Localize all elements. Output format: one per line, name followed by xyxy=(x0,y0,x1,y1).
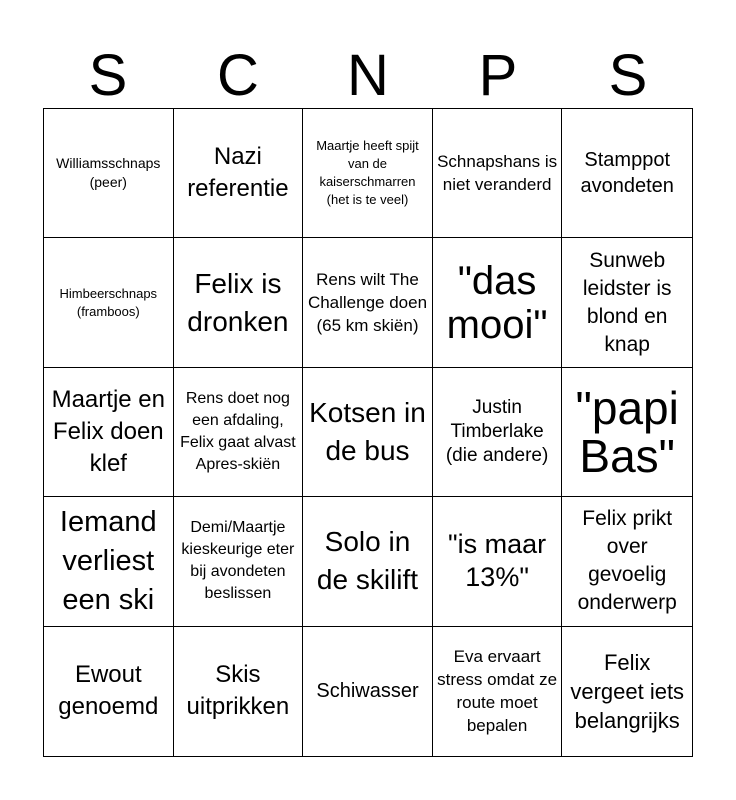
bingo-cell[interactable] xyxy=(433,109,563,238)
cell-text: Williamsschnaps (peer) xyxy=(56,155,161,191)
bingo-cell[interactable] xyxy=(174,238,304,367)
cell-text: Nazi referentie xyxy=(187,143,289,203)
bingo-cell[interactable] xyxy=(303,627,433,756)
header-letter: N xyxy=(347,43,389,108)
cell-text: Justin Timberlake (die andere) xyxy=(445,396,549,466)
cell-text: Kotsen in de bus xyxy=(309,396,426,466)
bingo-cell[interactable] xyxy=(562,497,692,626)
bingo-cell[interactable] xyxy=(174,627,304,756)
header-letter: S xyxy=(608,43,648,108)
bingo-cell[interactable] xyxy=(433,238,563,367)
cell-text: Sunweb leidster is blond en knap xyxy=(582,248,672,356)
bingo-cell[interactable] xyxy=(562,627,692,756)
bingo-cell[interactable] xyxy=(44,109,174,238)
cell-text: Maartje en Felix doen klef xyxy=(51,385,165,477)
bingo-cell[interactable] xyxy=(562,368,692,497)
cell-text: Eva ervaart stress omdat ze route moet bepalen xyxy=(437,647,558,736)
bingo-cell[interactable] xyxy=(433,627,563,756)
bingo-grid xyxy=(43,108,693,757)
header-letter: C xyxy=(217,43,259,108)
cell-text: Ewout genoemd xyxy=(58,661,159,721)
cell-text: "papi Bas" xyxy=(575,381,679,482)
bingo-header xyxy=(43,44,693,108)
bingo-cell[interactable] xyxy=(303,238,433,367)
cell-text: Rens wilt The Challenge doen (65 km skiën) xyxy=(307,270,428,336)
cell-text: Solo in de skilift xyxy=(316,526,419,596)
cell-text: Demi/Maartje kieskeurige eter bij avondeten beslissen xyxy=(181,519,295,603)
bingo-cell[interactable] xyxy=(433,497,563,626)
cell-text: "is maar 13%" xyxy=(448,529,547,593)
cell-text: Maartje heeft spijt van de kaiserschmarren (het is te veel) xyxy=(316,138,419,208)
bingo-cell[interactable] xyxy=(44,368,174,497)
bingo-cell[interactable] xyxy=(174,368,304,497)
bingo-cell[interactable] xyxy=(303,109,433,238)
cell-text: Felix prikt over gevoelig onderwerp xyxy=(577,507,677,615)
cell-text: Felix is dronken xyxy=(187,267,289,337)
header-letter: S xyxy=(88,43,128,108)
bingo-cell[interactable] xyxy=(562,238,692,367)
bingo-cell[interactable] xyxy=(44,497,174,626)
cell-text: Felix vergeet iets belangrijks xyxy=(570,649,685,733)
bingo-cell[interactable] xyxy=(44,627,174,756)
cell-text: Stamppot avondeten xyxy=(580,149,674,198)
bingo-cell[interactable] xyxy=(433,368,563,497)
cell-text: Rens doet nog een afdaling, Felix gaat alvast Apres-skiën xyxy=(180,389,296,473)
cell-text: "das mooi" xyxy=(446,258,548,347)
cell-text: Skis uitprikken xyxy=(186,661,290,721)
bingo-cell[interactable] xyxy=(174,497,304,626)
cell-text: Iemand verliest een ski xyxy=(59,505,157,616)
cell-text: Schnapshans is niet veranderd xyxy=(437,152,558,195)
cell-text: Himbeerschnaps (framboos) xyxy=(59,285,158,319)
bingo-cell[interactable] xyxy=(303,368,433,497)
header-letter: P xyxy=(478,43,518,108)
bingo-cell[interactable] xyxy=(303,497,433,626)
bingo-cell[interactable] xyxy=(562,109,692,238)
bingo-cell[interactable] xyxy=(174,109,304,238)
bingo-cell[interactable] xyxy=(44,238,174,367)
cell-text: Schiwasser xyxy=(316,680,419,703)
